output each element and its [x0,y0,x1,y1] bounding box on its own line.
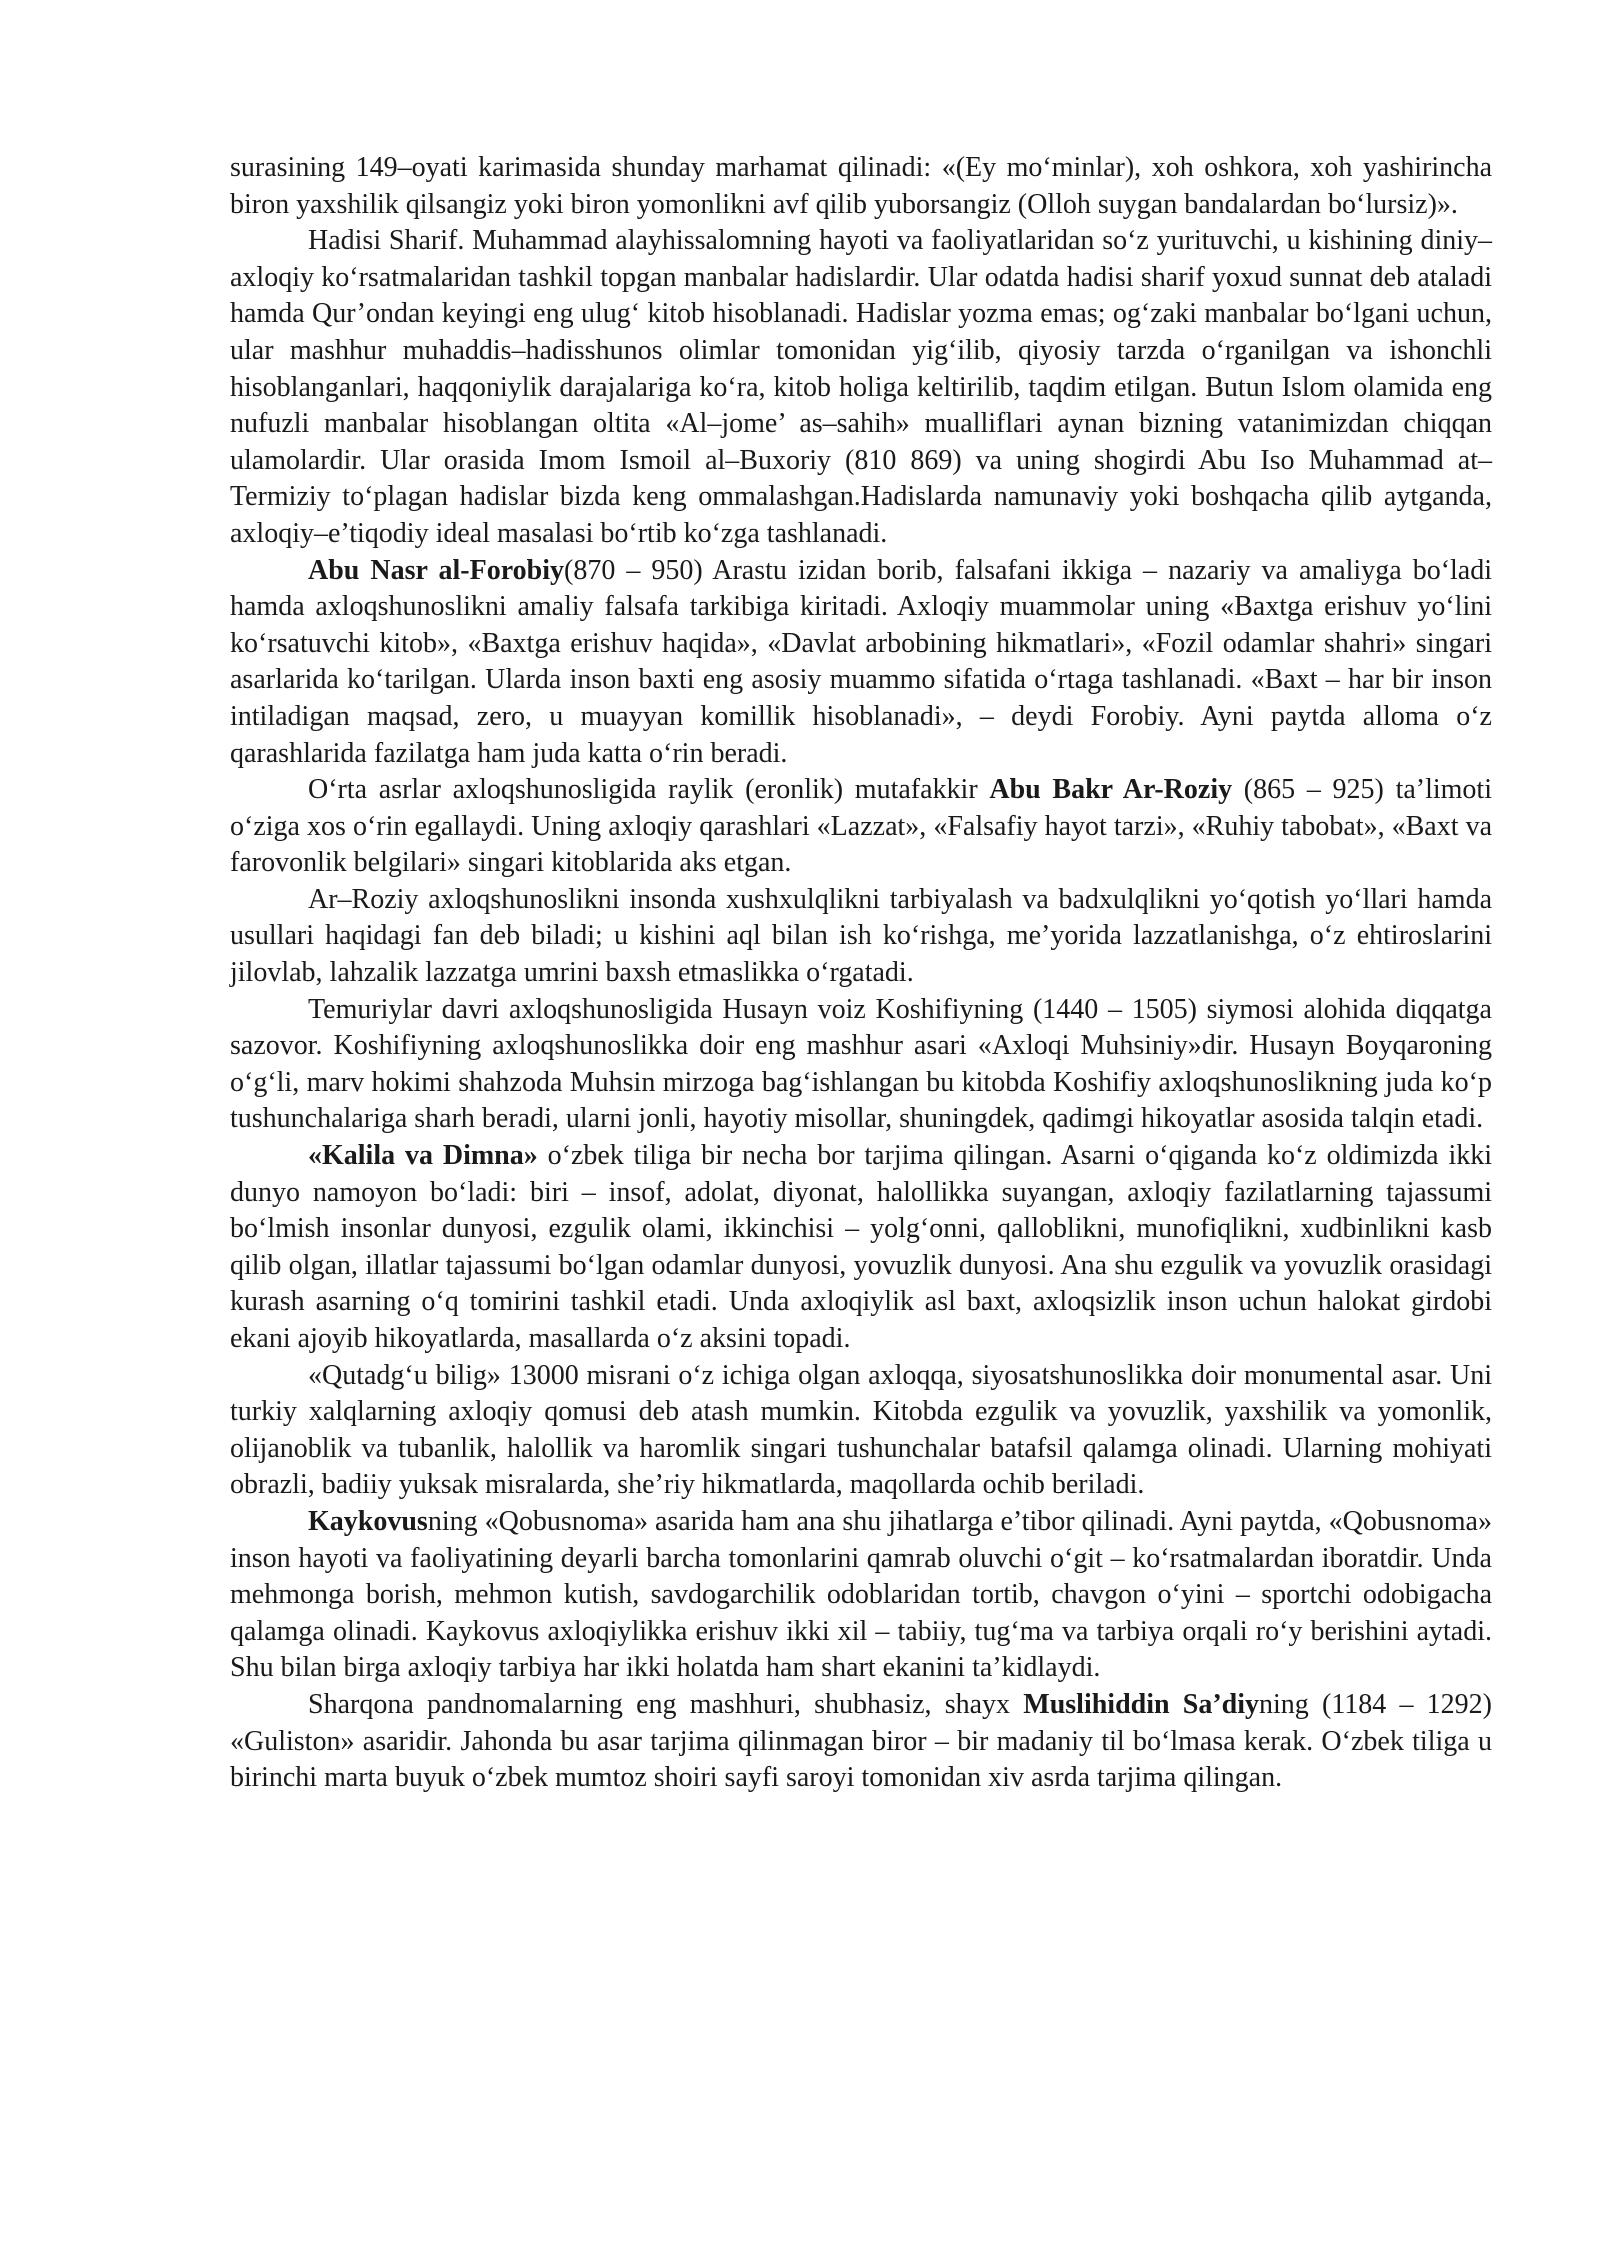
bold-text-run: Muslihiddin Sa’diy [1023,1688,1260,1720]
paragraph [230,882,1492,992]
text-run: ning «Qobusnoma» asarida ham ana shu jihatlarga e’tibor qilinadi. Ayni paytda, «Qobusnoma» inson hayoti va faoliyatining deyarli barcha tomonlarini qamrab oluvchi oʻgit – koʻrsatmalardan iboratdir. Unda mehmonga borish, mehmon kutish, savdogarchilik odoblaridan tortib, chavgon oʻyini – sportchi odobigacha qalamga olinadi. Kaykovus axloqiylikka erishuv ikki xil – tabiiy, tugʻma va tarbiya orqali roʻy berishini aytadi. Shu bilan birga axloqiy tarbiya har ikki holatda ham shart ekanini ta’kidlaydi. [230,1505,1492,1684]
document-page [230,150,1492,1797]
bold-text-run: Kaykovus [308,1505,428,1537]
paragraph [230,223,1492,552]
text-run: Temuriylar davri axloqshunosligida Husayn voiz Koshifiyning (1440 – 1505) siymosi alohida diqqatga sazovor. Koshifiyning axloqshunoslikka doir eng mashhur asari «Axloqi Muhsiniy»dir. Husayn Boyqaroning oʻgʻli, marv hokimi shahzoda Muhsin mirzoga bagʻishlangan bu kitobda Koshifiy axloqshunoslikning juda koʻp tushunchalariga sharh beradi, ularni jonli, hayotiy misollar, shuningdek, qadimgi hikoyatlar asosida talqin etadi. [230,993,1492,1135]
text-run: oʻzbek tiliga bir necha bor tarjima qilingan. Asarni oʻqiganda koʻz oldimizda ikki dunyo namoyon boʻladi: biri – insof, adolat, diyonat, halollikka suyangan, axloqiy fazilatlarning tajassumi boʻlmish insonlar dunyosi, ezgulik olami, ikkinchisi – yolgʻonni, qalloblikni, munofiqlikni, xudbinlikni kasb qilib olgan, illatlar tajassumi boʻlgan odamlar dunyosi, yovuzlik dunyosi. Ana shu ezgulik va yovuzlik orasidagi kurash asarning oʻq tomirini tashkil etadi. Unda axloqiylik asl baxt, axloqsizlik inson uchun halokat girdobi ekani ajoyib hikoyatlarda, masallarda oʻz aksini topadi. [230,1140,1492,1354]
text-run: Ar–Roziy axloqshunoslikni insonda xushxulqlikni tarbiyalash va badxulqlikni yoʻqotish yoʻllari hamda usullari haqidagi fan deb biladi; u kishini aql bilan ish koʻrishga, me’yorida lazzatlanishga, oʻz ehtiroslarini jilovlab, lahzalik lazzatga umrini baxsh etmaslikka oʻrgatadi. [230,883,1492,989]
bold-text-run: Abu Nasr al-Forobiy [308,554,564,586]
bold-text-run: «Kalila va Dimna» [308,1140,538,1172]
paragraph [230,1687,1492,1797]
text-run: surasining 149–oyati karimasida shunday marhamat qilinadi: «(Ey moʻminlar), xoh oshkora, xoh yashirincha biron yaxshilik qilsangiz yoki biron yomonlikni avf qilib yuborsangiz (Olloh suygan bandalardan boʻlursiz)». [230,152,1492,220]
text-run: «Qutadgʻu bilig» 13000 misrani oʻz ichiga olgan axloqqa, siyosatshunoslikka doir monumental asar. Uni turkiy xalqlarning axloqiy qomusi deb atash mumkin. Kitobda ezgulik va yovuzlik, yaxshilik va yomonlik, olijanoblik va tubanlik, halollik va haromlik singari tushunchalar batafsil qalamga olinadi. Ularning mohiyati obrazli, badiiy yuksak misralarda, she’riy hikmatlarda, maqollarda ochib beriladi. [230,1359,1492,1501]
text-run: ning (1184 – 1292) «Guliston» asaridir. Jahonda bu asar tarjima qilinmagan biror – bir madaniy til boʻlmasa kerak. Oʻzbek tiliga u birinchi marta buyuk oʻzbek mumtoz shoiri sayfi saroyi tomonidan xiv asrda tarjima qilingan. [230,1688,1492,1794]
text-run: Oʻrta asrlar axloqshunosligida raylik (eronlik) mutafakkir [308,774,990,806]
text-run: (870 – 950) Arastu izidan borib, falsafani ikkiga – nazariy va amaliyga boʻladi hamda axloqshunoslikni amaliy falsafa tarkibiga kiritadi. Axloqiy muammolar uning «Baxtga erishuv yoʻlini koʻrsatuvchi kitob», «Baxtga erishuv haqida», «Davlat arbobining hikmatlari», «Fozil odamlar shahri» singari asarlarida koʻtarilgan. Ularda inson baxti eng asosiy muammo sifatida oʻrtaga tashlanadi. «Baxt – har bir inson intiladigan maqsad, zero, u muayyan komillik hisoblanadi», – deydi Forobiy. Ayni paytda alloma oʻz qarashlarida fazilatga ham juda katta oʻrin beradi. [230,554,1493,769]
paragraph [230,772,1492,882]
paragraph [230,553,1492,773]
text-run: Sharqona pandnomalarning eng mashhuri, shubhasiz, shayx [308,1688,1024,1720]
text-run: (865 – 925) ta’limoti oʻziga xos oʻrin egallaydi. Uning axloqiy qarashlari «Lazzat», «Falsafiy hayot tarzi», «Ruhiy tabobat», «Baxt va farovonlik belgilari» singari kitoblarida aks etgan. [230,774,1492,879]
paragraph [230,1358,1492,1504]
paragraph [230,1138,1492,1358]
text-run: Hadisi Sharif. Muhammad alayhissalomning hayoti va faoliyatlaridan soʻz yurituvchi, u kishining diniy–axloqiy koʻrsatmalaridan tashkil topgan manbalar hadislardir. Ular odatda hadisi sharif yoxud sunnat deb ataladi hamda Qur’ondan keyingi eng ulugʻ kitob hisoblanadi. Hadislar yozma emas; ogʻzaki manbalar boʻlgani uchun, ular mashhur muhaddis–hadisshunos olimlar tomonidan yigʻilib, qiyosiy tarzda oʻrganilgan va ishonchli hisoblanganlari, haqqoniylik darajalariga koʻra, kitob holiga keltirilib, taqdim etilgan. Butun Islom olamida eng nufuzli manbalar hisoblangan oltita «Al–jome’ as–sahih» mualliflari aynan bizning vatanimizdan chiqqan ulamolardir. Ular orasida Imom Ismoil al–Buxoriy (810 869) va uning shogirdi Abu Iso Muhammad at–Termiziy toʻplagan hadislar bizda keng ommalashgan.Hadislarda namunaviy yoki boshqacha qilib aytganda, axloqiy–e’tiqodiy ideal masalasi boʻrtib koʻzga tashlanadi. [230,225,1492,549]
paragraph [230,150,1492,223]
paragraph [230,992,1492,1138]
paragraph [230,1504,1492,1687]
bold-text-run: Abu Bakr Ar-Roziy [989,774,1233,806]
